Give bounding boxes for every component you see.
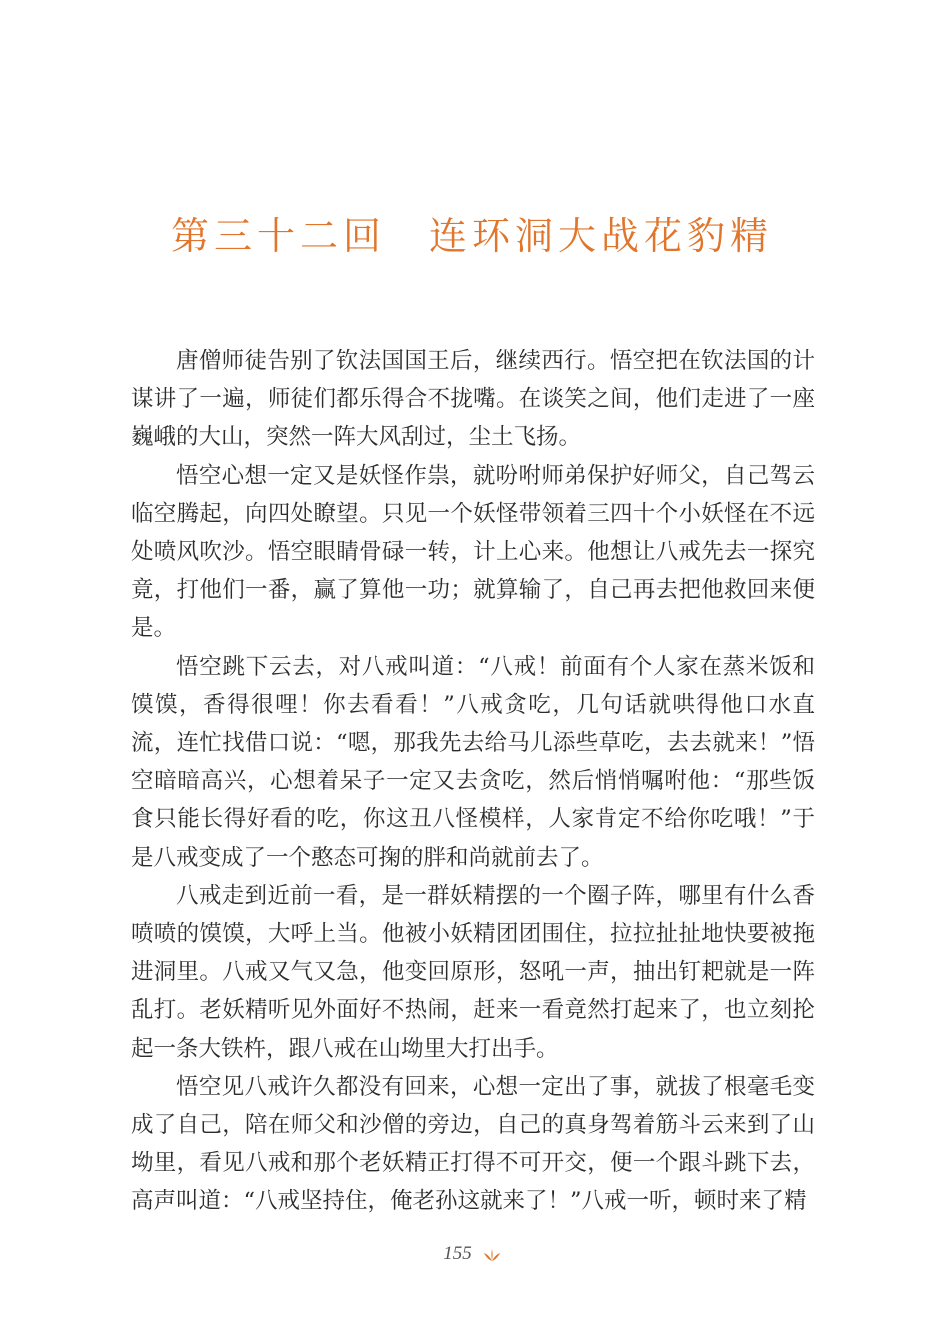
chapter-title: 第三十二回 连环洞大战花豹精 bbox=[170, 214, 773, 258]
page-number: 155 bbox=[443, 1243, 472, 1264]
chapter-body bbox=[131, 342, 815, 1221]
paragraph: 悟空见八戒许久都没有回来，心想一定出了事，就拔了根毫毛变成了自己，陪在师父和沙僧的旁边，自己的真身驾着筋斗云来到了山坳里，看见八戒和那个老妖精正打得不可开交，便一个跟斗跳下去，高声叫道：“八戒坚持住，俺老孙这就来了！”八戒一听，顿时来了精 bbox=[131, 1073, 815, 1215]
paragraph: 悟空跳下云去，对八戒叫道：“八戒！前面有个人家在蒸米饭和馍馍，香得很哩！你去看看！”八戒贪吃，几句话就哄得他口水直流，连忙找借口说：“嗯，那我先去给马儿添些草吃，去去就来！”悟空暗暗高兴，心想着呆子一定又去贪吃，然后悄悄嘱咐他：“那些饭食只能长得好看的吃，你这丑八怪模样，人家肯定不给你吃哦！”于是八戒变成了一个憨态可掬的胖和尚就前去了。 bbox=[131, 653, 815, 871]
paragraph: 八戒走到近前一看，是一群妖精摆的一个圈子阵，哪里有什么香喷喷的馍馍，大呼上当。他被小妖精团团围住，拉拉扯扯地快要被拖进洞里。八戒又气又急，他变回原形，怒吼一声，抽出钉耙就是一阵乱打。老妖精听见外面好不热闹，赶来一看竟然打起来了，也立刻抡起一条大铁杵，跟八戒在山坳里大打出手。 bbox=[131, 882, 815, 1062]
page-footer bbox=[0, 1243, 944, 1273]
leaf-ornament-icon bbox=[483, 1247, 501, 1261]
paragraph: 悟空心想一定又是妖怪作祟，就吩咐师弟保护好师父，自己驾云临空腾起，向四处瞭望。只见一个妖怪带领着三四十个小妖怪在不远处喷风吹沙。悟空眼睛骨碌一转，计上心来。他想让八戒先去一探究竟，打他们一番，赢了算他一功；就算输了，自己再去把他救回来便是。 bbox=[131, 462, 815, 642]
paragraph: 唐僧师徒告别了钦法国国王后，继续西行。悟空把在钦法国的计谋讲了一遍，师徒们都乐得合不拢嘴。在谈笑之间，他们走进了一座巍峨的大山，突然一阵大风刮过，尘土飞扬。 bbox=[131, 348, 815, 451]
